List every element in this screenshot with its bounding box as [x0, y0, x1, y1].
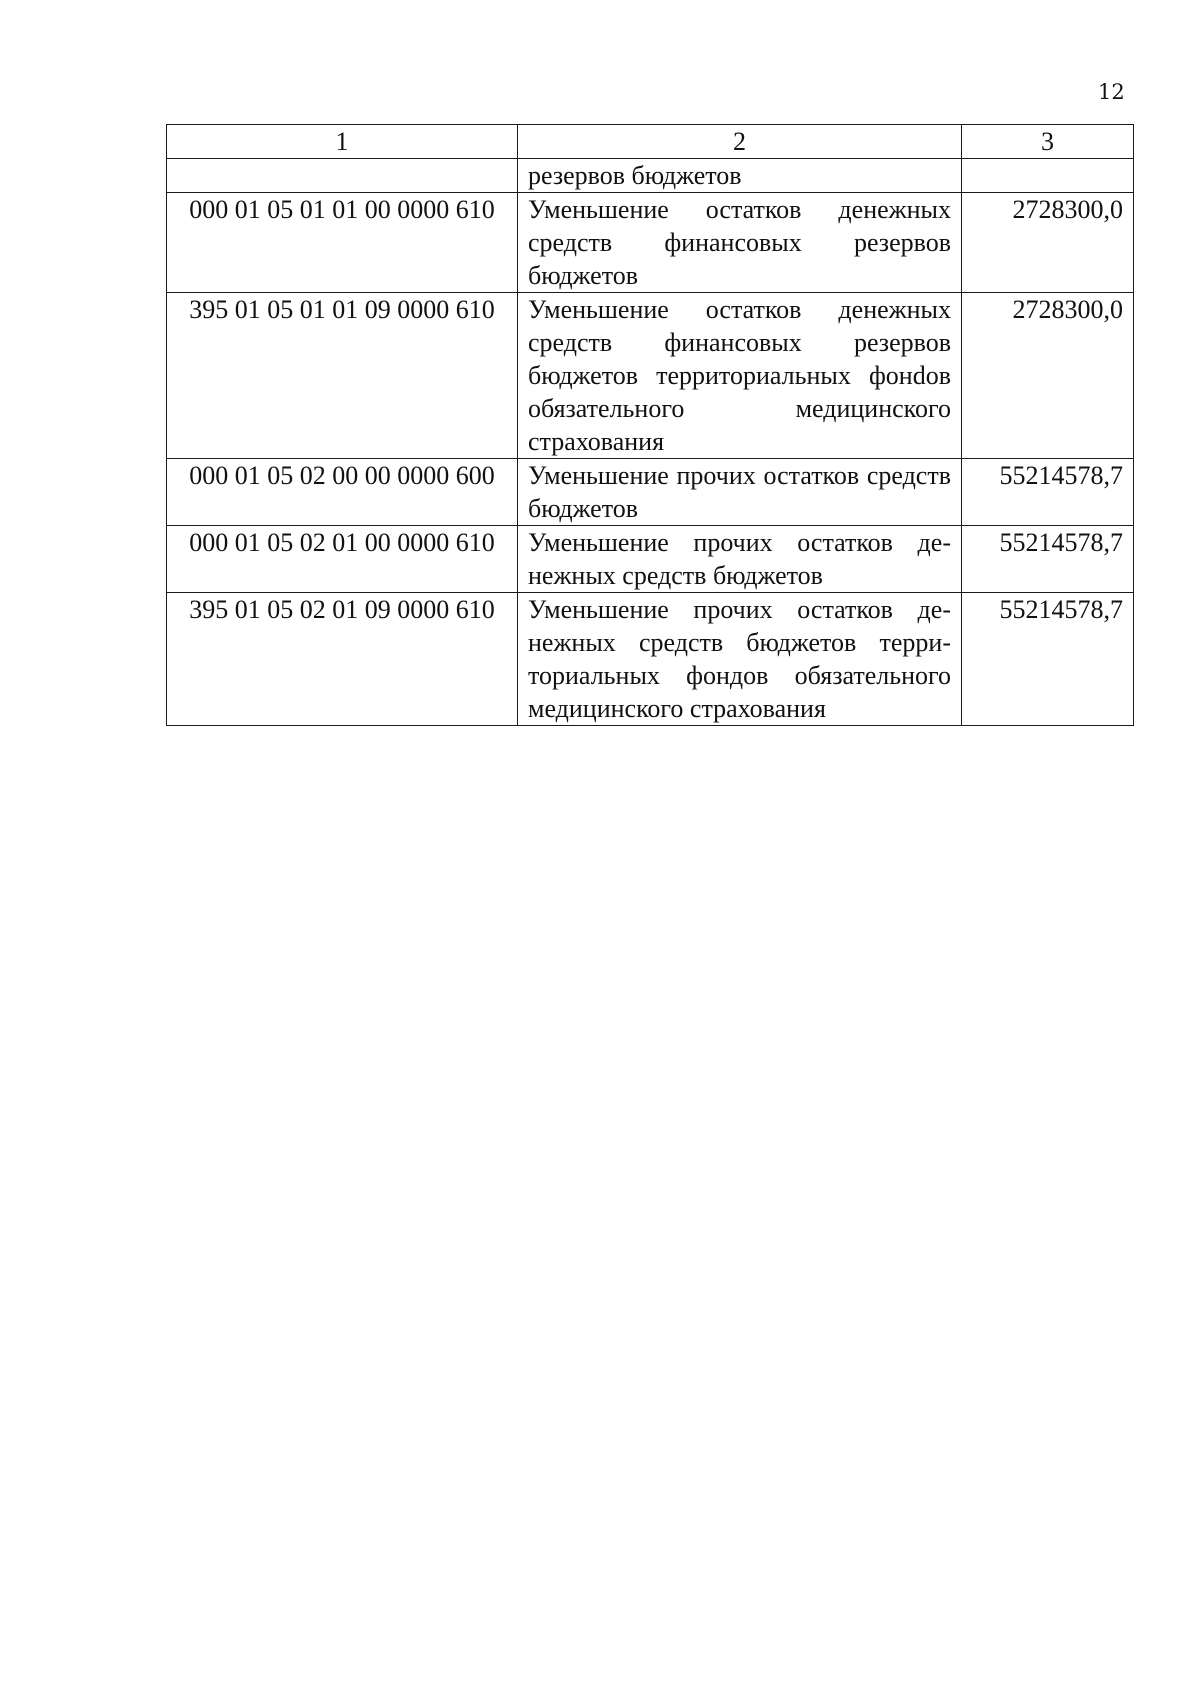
budget-sources-table — [166, 124, 1134, 726]
amount-cell: 55214578,7 — [962, 459, 1134, 526]
table-header-row — [167, 125, 1134, 159]
amount-cell: 55214578,7 — [962, 526, 1134, 593]
table-row — [167, 293, 1134, 459]
column-header-3: 3 — [962, 125, 1134, 159]
table-row — [167, 159, 1134, 193]
name-cell: Уменьшение остатков денежных средств финансовых резервов бюджетов территориальных фонdов обязательного медицинского страхования — [518, 293, 962, 459]
code-cell — [167, 159, 518, 193]
table-row — [167, 593, 1134, 726]
table-row — [167, 459, 1134, 526]
code-cell: 395 01 05 02 01 09 0000 610 — [167, 593, 518, 726]
amount-cell: 2728300,0 — [962, 293, 1134, 459]
name-cell: Уменьшение остатков денежных средств финансовых резервов бюджетов — [518, 193, 962, 293]
column-header-2: 2 — [518, 125, 962, 159]
code-cell: 000 01 05 02 01 00 0000 610 — [167, 526, 518, 593]
amount-cell: 2728300,0 — [962, 193, 1134, 293]
amount-cell: 55214578,7 — [962, 593, 1134, 726]
name-cell: Уменьшение прочих остатков денежных средств бюджетов — [518, 526, 962, 593]
amount-cell — [962, 159, 1134, 193]
name-cell: резервов бюджетов — [518, 159, 962, 193]
name-cell: Уменьшение прочих остатков средств бюджетов — [518, 459, 962, 526]
code-cell: 000 01 05 02 00 00 0000 600 — [167, 459, 518, 526]
column-header-1: 1 — [167, 125, 518, 159]
name-cell: Уменьшение прочих остатков денежных средств бюджетов территориальных фондов обязательного медицинского страхования — [518, 593, 962, 726]
table-row — [167, 526, 1134, 593]
code-cell: 000 01 05 01 01 00 0000 610 — [167, 193, 518, 293]
page-number: 12 — [1098, 80, 1125, 104]
table-row — [167, 193, 1134, 293]
code-cell: 395 01 05 01 01 09 0000 610 — [167, 293, 518, 459]
